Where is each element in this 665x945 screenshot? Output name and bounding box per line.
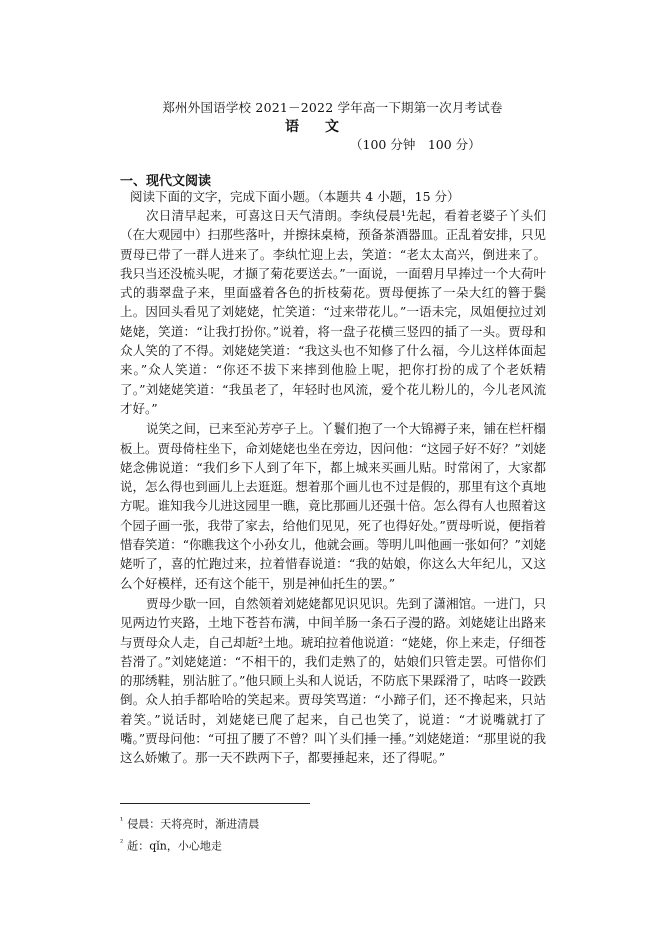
subject-title: 语 文 — [285, 119, 345, 135]
passage-paragraph: 次日清早起来，可喜这日天气清朗。李纨侵晨¹先起，看着老婆子丫头们（在大观园中）扫那些落叶，并擦抹桌椅，预备茶酒器皿。正乱着安排，只见贾母已带了一群人进来了。李纨忙迎上去，笑道：“老太太高兴，倒进来了。我只当还没梳头呢，才撷了菊花要送去。”一面说，一面碧月早捧过一个大荷叶式的翡翠盘子来，里面盛着各色的折枝菊花。贾母便拣了一朵大红的簪于鬓上。因回头看见了刘姥姥，忙笑道：“过来带花儿。”一语未完，凤姐便拉过刘姥姥，笑道：“让我打扮你。”说着，将一盘子花横三竖四的插了一头。贾母和众人笑的了不得。刘姥姥笑道：“我这头也不知修了什么福，今儿这样体面起来。”众人笑道：“你还不拔下来摔到他脸上呢，把你打扮的成了个老妖精了。”刘姥姥笑道：“我虽老了，年轻时也风流，爱个花儿粉儿的，今儿老风流才好。” — [120, 208, 546, 416]
footnote-mark: ¹ — [120, 816, 124, 825]
section-title: 一、现代文阅读 — [120, 174, 212, 189]
footnote-divider — [120, 803, 310, 804]
footnote-text: 赾：qǐn，小心地走 — [127, 839, 222, 853]
reading-passage — [120, 206, 546, 768]
section-instructions: 阅读下面的文字，完成下面小题。（本题共 4 小题，15 分） — [130, 189, 460, 204]
exam-duration: （100 分钟 100 分） — [350, 137, 481, 152]
footnote-mark: ² — [120, 837, 124, 847]
passage-paragraph: 贾母少歇一回，自然领着刘姥姥都见识见识。先到了潇湘馆。一进门，只见两边竹夹路，土地下苍苔布满，中间羊肠一条石子漫的路。刘姥姥让出路来与贾母众人走，自己却赾²土地。琥珀拉着他说道：“姥姥，你上来走，仔细苍苔滑了。”刘姥姥道：“不相干的，我们走熟了的，姑娘们只管走罢。可惜你们的那绣鞋，别沾脏了。”他只顾上头和人说话，不防底下果踩滑了，咕咚一跤跌倒。众人拍手都哈哈的笑起来。贾母笑骂道：“小蹄子们，还不搀起来，只站着笑。”说话时，刘姥姥已爬了起来，自己也笑了，说道：“才说嘴就打了嘴。”贾母问他：“可扭了腰了不曾？叫丫头们捶一捶。”刘姥姥道：“那里说的我这么娇嫩了。那一天不跌两下子，都要捶起来，还了得呢。” — [120, 595, 547, 766]
passage-paragraph: 说笑之间，已来至沁芳亭子上。丫鬟们抱了一个大锦褥子来，铺在栏杆榻板上。贾母倚柱坐下，命刘姥姥也坐在旁边，因问他：“这园子好不好？”刘姥姥念佛说道：“我们乡下人到了年下，都上城来买画儿贴。时常闲了，大家都说，怎么得也到画儿上去逛逛。想着那个画儿也不过是假的，那里有这个真地方呢。谁知我今儿进这园里一瞧，竟比那画儿还强十倍。怎么得有人也照着这个园子画一张，我带了家去，给他们见见，死了也得好处。”贾母听说，便指着惜春笑道：“你瞧我这个小孙女儿，他就会画。等明儿叫他画一张如何？”刘姥姥听了，喜的忙跑过来，拉着惜春说道：“我的姑娘，你这么大年纪儿，又这么个好模样，还有这个能干，别是神仙托生的罢。” — [120, 421, 547, 591]
exam-title: 郑州外国语学校 2021－2022 学年高一下期第一次月考试卷 — [162, 100, 503, 115]
footnote-item — [120, 812, 546, 834]
footnote-item — [120, 834, 546, 856]
footnote-text: 侵晨：天将亮时，渐进清晨 — [127, 817, 260, 831]
footnotes — [120, 812, 546, 855]
